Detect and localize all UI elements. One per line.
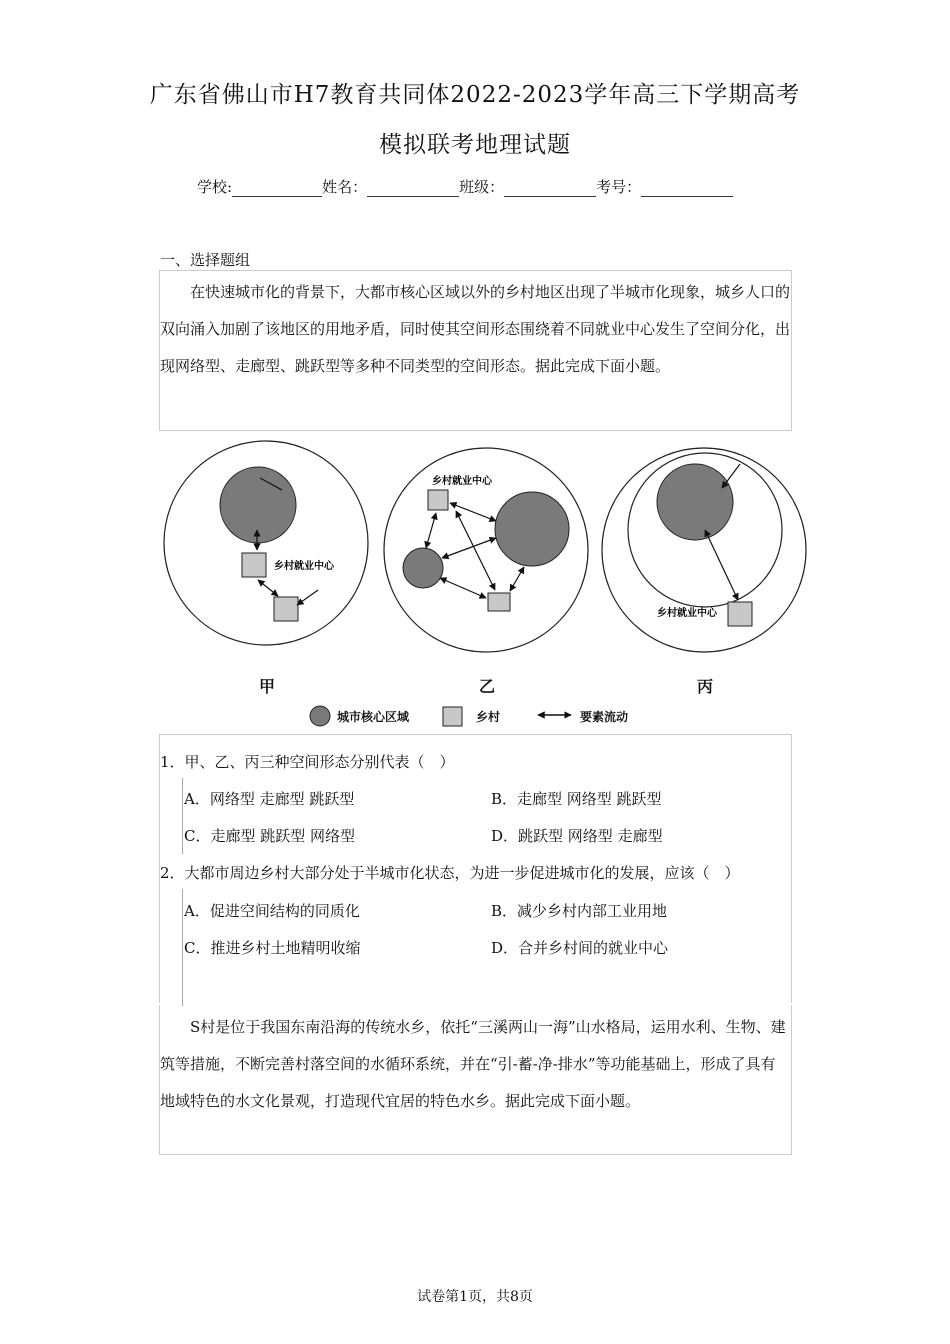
panel-bing-village-center — [728, 602, 752, 626]
question-1-bracket — [182, 778, 183, 854]
legend-flow-label: 要素流动 — [580, 710, 629, 724]
question-2-option-a[interactable]: A．促进空间结构的同质化 — [184, 902, 360, 920]
school-blank[interactable] — [232, 182, 322, 197]
panel-yi-flow-4 — [440, 578, 486, 598]
panel-jia-village-center — [242, 553, 266, 577]
panel-bing-core — [657, 464, 733, 540]
exam-title-line1: 广东省佛山市H7教育共同体2022-2023学年高三下学期高考 — [149, 82, 801, 108]
name-blank[interactable] — [367, 182, 459, 197]
panel-jia-flow-4 — [297, 590, 318, 605]
panel-bing-flow-1 — [722, 464, 740, 488]
question-1-stem: 1．甲、乙、丙三种空间形态分别代表（ ） — [160, 753, 455, 771]
legend-core-icon — [310, 706, 330, 726]
question-2-bracket — [182, 889, 183, 1006]
question-2-option-b[interactable]: B．减少乡村内部工业用地 — [491, 902, 668, 920]
exam-title-line2: 模拟联考地理试题 — [379, 132, 571, 158]
panel-yi-core-large — [495, 492, 569, 566]
passage1-text: 在快速城市化的背景下，大都市核心区域以外的乡村地区出现了半城市化现象，城乡人口的双向涌入加剧了该地区的用地矛盾，同时使其空间形态围绕着不同就业中心发生了空间分化，出现网络型、走廊型、跳跃型等多种不同类型的空间形态。据此完成下面小题。 — [160, 283, 791, 375]
page-footer: 试卷第1页，共8页 — [417, 1289, 533, 1305]
question-1-option-b[interactable]: B．走廊型 网络型 跳跃型 — [491, 790, 662, 808]
student-info-line — [197, 176, 733, 197]
panel-jia-core — [220, 467, 296, 543]
panel-label-jia: 甲 — [259, 677, 276, 696]
name-label: 姓名： — [322, 178, 368, 196]
question-2-option-d[interactable]: D．合并乡村间的就业中心 — [491, 939, 669, 957]
panel-label-bing: 丙 — [697, 677, 714, 696]
panel-yi-flow-3 — [442, 538, 496, 558]
panel-yi — [384, 448, 588, 652]
panel-bing-flow-2 — [705, 530, 738, 600]
panel-yi-flow-1 — [426, 513, 436, 548]
exam-no-blank[interactable] — [641, 182, 733, 197]
class-label: 班级： — [459, 178, 505, 196]
panel-bing — [602, 448, 806, 652]
school-label: 学校: — [197, 178, 233, 196]
panel-jia-flow-3 — [258, 580, 278, 596]
exam-no-label: 考号： — [596, 178, 642, 196]
panel-label-yi: 乙 — [479, 677, 496, 696]
panel-yi-rural-center-label: 乡村就业中心 — [432, 476, 492, 487]
section-heading: 一、选择题组 — [160, 251, 251, 269]
panel-yi-core-small — [403, 548, 443, 588]
question-2-option-c[interactable]: C．推进乡村土地精明收缩 — [184, 939, 361, 957]
panel-yi-village-2 — [488, 593, 510, 611]
legend-village-label: 乡村 — [476, 710, 501, 724]
question-2-stem: 2．大都市周边乡村大部分处于半城市化状态，为进一步促进城市化的发展，应该（ ） — [160, 864, 740, 882]
class-blank[interactable] — [504, 182, 596, 197]
panel-bing-rural-center-label: 乡村就业中心 — [657, 608, 717, 619]
panel-jia-rural-center-label: 乡村就业中心 — [274, 561, 334, 572]
panel-jia-village-2 — [274, 597, 298, 621]
question-1-option-d[interactable]: D．跳跃型 网络型 走廊型 — [491, 827, 663, 845]
panel-jia — [164, 441, 368, 645]
legend-village-icon — [443, 707, 462, 726]
question-1-option-c[interactable]: C．走廊型 跳跃型 网络型 — [184, 827, 356, 845]
panel-yi-flow-6 — [510, 567, 524, 591]
legend-core-label: 城市核心区域 — [337, 710, 410, 724]
passage2-text: S村是位于我国东南沿海的传统水乡，依托“三溪两山一海”山水格局，运用水利、生物、建筑等措施，不断完善村落空间的水循环系统，并在“引-蓄-净-排水”等功能基础上，形成了具有地域特色的水文化景观，打造现代宜居的特色水乡。据此完成下面小题。 — [160, 1018, 786, 1110]
panel-yi-village-center — [428, 490, 448, 510]
question-1-option-a[interactable]: A．网络型 走廊型 跳跃型 — [184, 790, 355, 808]
